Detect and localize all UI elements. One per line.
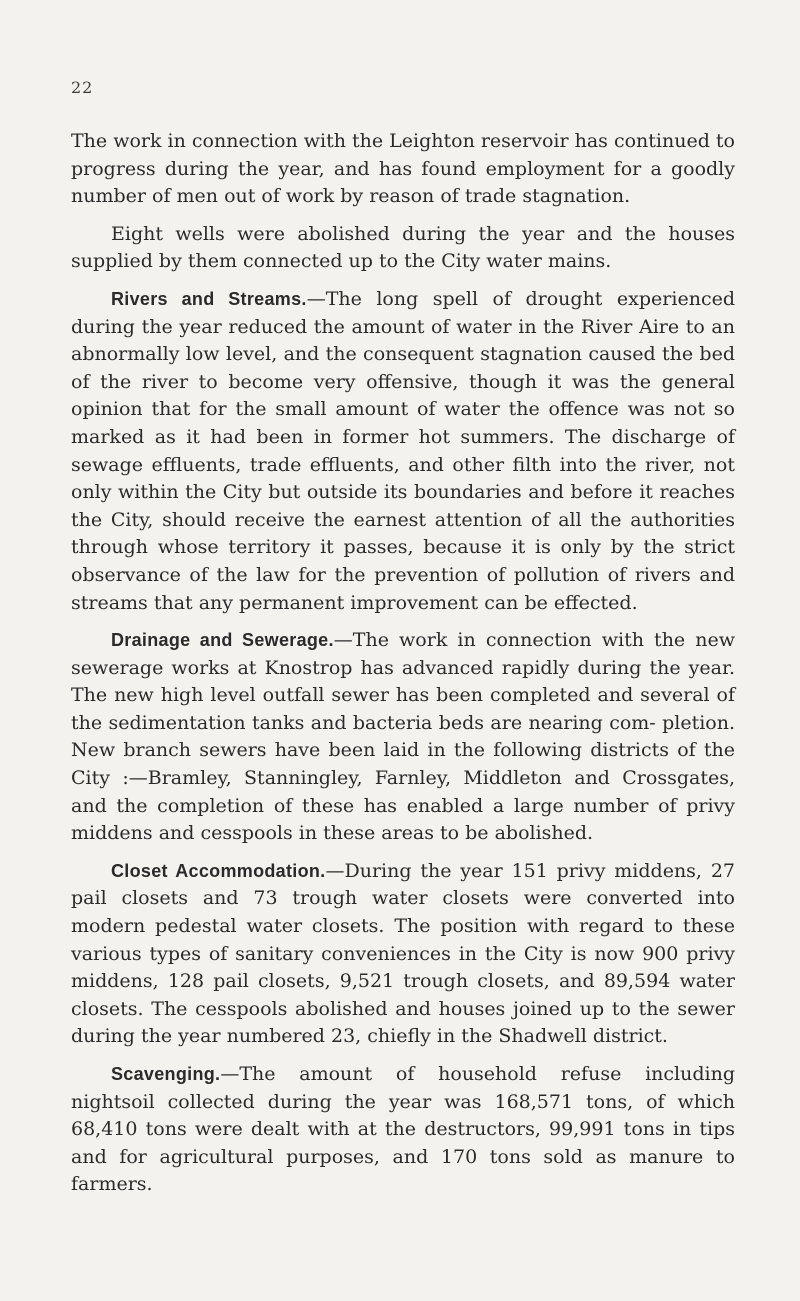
- section-heading-drainage-and-sewerage: Drainage and Sewerage.: [111, 630, 334, 651]
- page-number: 22: [71, 78, 94, 97]
- document-body: [71, 128, 735, 1209]
- paragraph-text: —During the year 151 privy middens, 27 pail closets and 73 trough water closets were converted into modern pedestal water closets. The position with regard to these various types of sanitary conveniences in the City is now 900 privy middens, 128 pail closets, 9,521 trough closets, and 89,594 water closets. The cesspools abolished and houses joined up to the sewer during the year numbered 23, chiefly in the Shadwell district.: [71, 859, 735, 1048]
- paragraph-scavenging: [71, 1061, 735, 1199]
- section-heading-scavenging: Scavenging.: [111, 1064, 221, 1084]
- paragraph-text: —The long spell of drought experienced during the year reduced the amount of water in the River Aire to an abnormally low level, and the consequent stagnation caused the bed of the river to become very offensive, though it was the general opinion that for the small amount of water the offence was not so marked as it had been in former hot summers. The discharge of sewage effluents, trade effluents, and other filth into the river, not only within the City but outside its boundaries and before it reaches the City, should receive the earnest attention of all the authorities through whose territory it passes, because it is only by the strict observance of the law for the prevention of pollution of rivers and streams that any permanent improvement can be effected.: [71, 287, 735, 614]
- paragraph-text: —The work in connection with the new sewerage works at Knostrop has advanced rapidly during the year. The new high level outfall sewer has been completed and several of the sedimentation tanks and bacteria beds are nearing com- pletion. New branch sewers have been laid in the following districts of the City :—Bramley, Stanningley, Farnley, Middleton and Crossgates, and the completion of these has enabled a large number of privy middens and cesspools in these areas to be abolished.: [71, 629, 736, 845]
- section-heading-closet-accommodation: Closet Accommodation.: [111, 860, 326, 881]
- section-heading-rivers-and-streams: Rivers and Streams.: [111, 288, 307, 309]
- paragraph-text: Eight wells were abolished during the year and the houses supplied by them connected up to the City water mains.: [71, 222, 735, 273]
- paragraph-text: The work in connection with the Leighton reservoir has continued to progress during the year, and has found employment for a goodly number of men out of work by reason of trade stagnation.: [71, 130, 735, 208]
- paragraph-leighton-reservoir: [71, 128, 735, 211]
- paragraph-wells-abolished: [71, 221, 735, 276]
- paragraph-closet-accommodation: [71, 858, 735, 1051]
- paragraph-rivers-and-streams: [71, 286, 735, 617]
- paragraph-text: —The amount of household refuse including nightsoil collected during the year was 168,571 tons, of which 68,410 tons were dealt with at the destructors, 99,991 tons in tips and for agricultural purposes, and 170 tons sold as manure to farmers.: [71, 1063, 735, 1196]
- paragraph-drainage-and-sewerage: [71, 627, 735, 848]
